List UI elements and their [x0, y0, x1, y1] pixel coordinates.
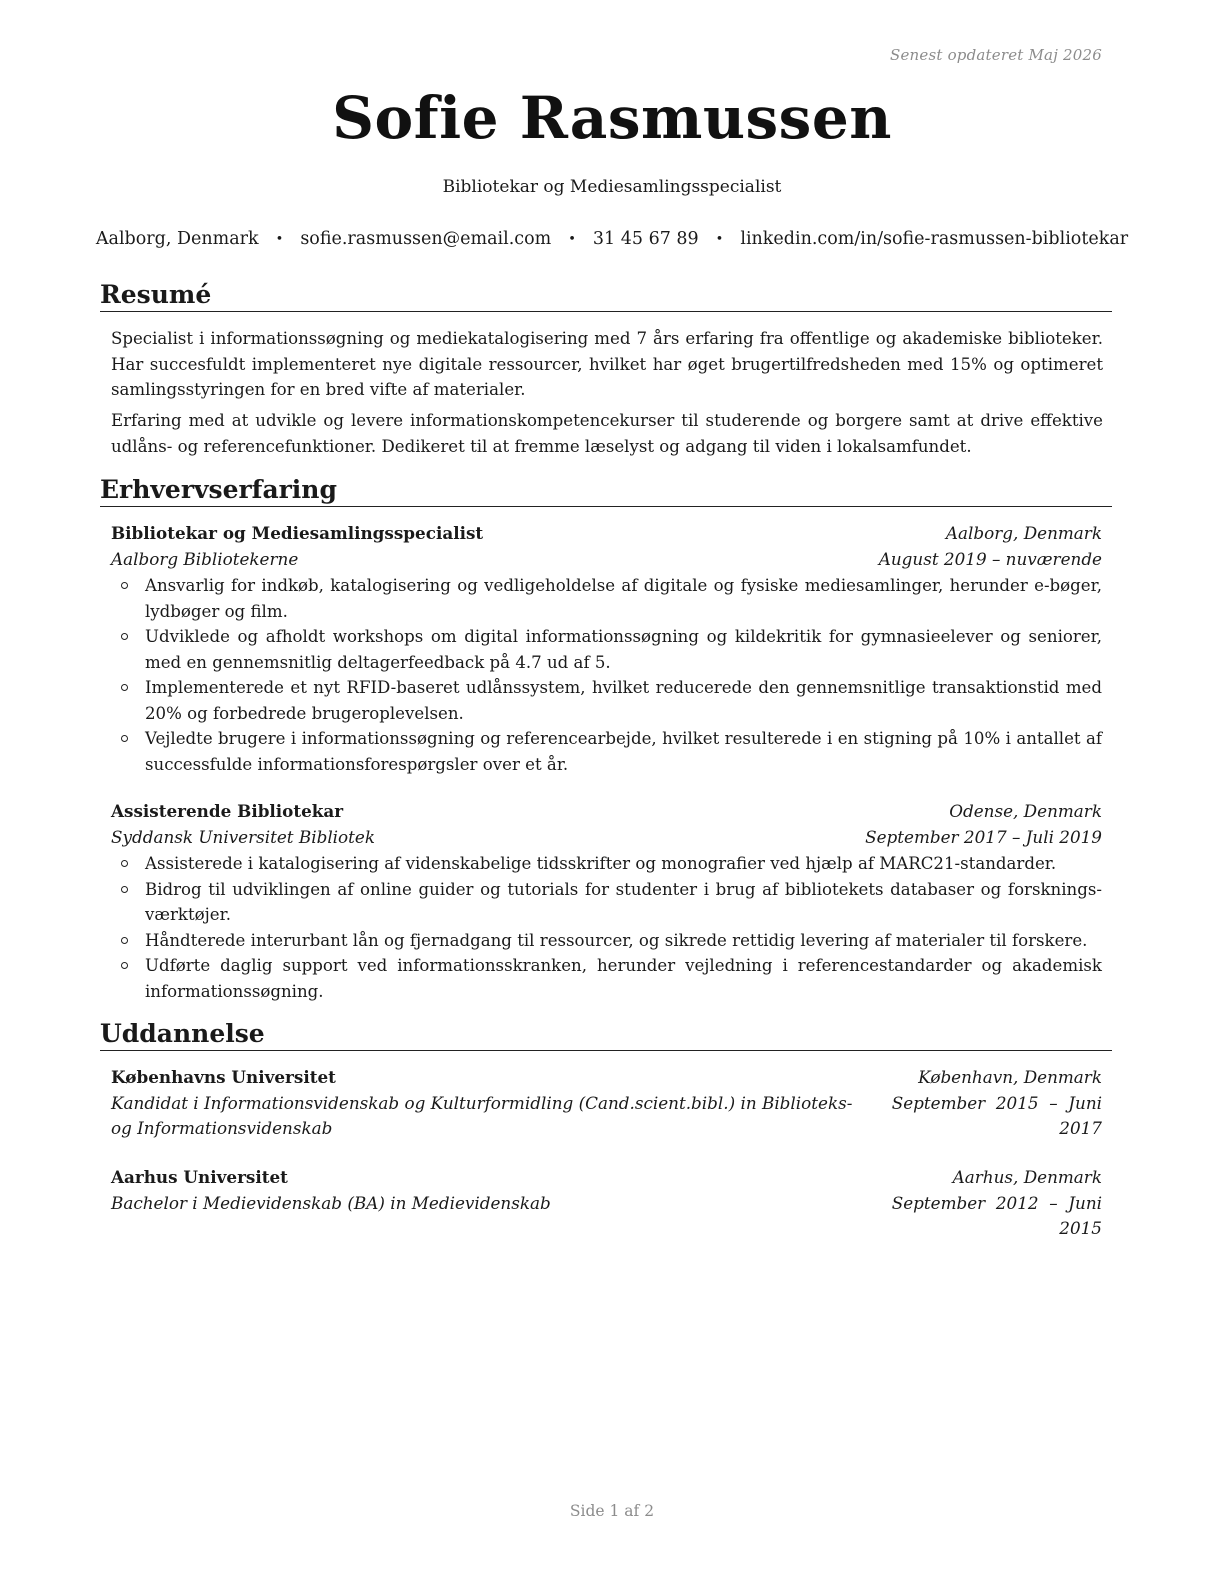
education-dates [892, 1191, 1102, 1241]
job-dates: August 2019 – nuværende [878, 549, 1102, 569]
bullet-circle-icon [121, 684, 128, 691]
school-location: København, Denmark [918, 1067, 1102, 1087]
contact-separator: • [275, 231, 284, 247]
job-subheader [111, 547, 1102, 572]
job-employer: Syddansk Universitet Bibliotek [111, 827, 375, 847]
dates-line: September 2015 – Juni [891, 1093, 1102, 1113]
page-number: Side 1 af 2 [569, 1502, 655, 1520]
list-item [111, 928, 1102, 954]
bullet-circle-icon [121, 735, 128, 742]
contact-linkedin[interactable]: linkedin.com/in/sofie-rasmussen-bibliotekar [740, 229, 1129, 249]
degree [111, 1091, 852, 1141]
contact-email[interactable]: sofie.rasmussen@email.com [300, 229, 552, 249]
degree [111, 1191, 551, 1216]
list-item [111, 675, 1102, 726]
dates-line: 2017 [1059, 1118, 1102, 1138]
dates-line: September 2012 – Juni [891, 1193, 1102, 1213]
section-heading-summary: Resumé [100, 280, 1112, 312]
bullet-text: Håndterede interurbant lån og fjernadgang til ressourcer, og sikrede rettidig levering af materialer til forskere. [145, 930, 1088, 950]
bullet-circle-icon [121, 582, 128, 589]
bullet-circle-icon [121, 937, 128, 944]
degree-line: Kandidat i Informationsvidenskab og Kulturformidling (Cand.scient.bibl.) in Biblioteks- [111, 1093, 853, 1113]
bullet-circle-icon [121, 886, 128, 893]
bullet-text: Ansvarlig for indkøb, katalogisering og vedligeholdelse af digitale og fysiske mediesamlinger, herunder e-bøger, lydbøger og film. [145, 576, 1102, 621]
list-item [111, 953, 1102, 1004]
list-item [111, 573, 1102, 624]
job-bullet-list [111, 573, 1102, 777]
bullet-text: Bidrog til udviklingen af online guider og tutorials for studenter i brug af bibliotekets databaser og forsknings-værktøjer. [145, 879, 1102, 924]
job-header [111, 521, 1102, 546]
bullet-circle-icon [121, 860, 128, 867]
bullet-circle-icon [121, 633, 128, 640]
job-subheader [111, 825, 1102, 850]
job-employer: Aalborg Bibliotekerne [111, 549, 299, 569]
education-details [111, 1091, 1102, 1143]
bullet-text: Vejledte brugere i informationssøgning og referencearbejde, hvilket resulterede i en stigning på 10% i antallet af successfulde informationsforespørgsler over et år. [145, 729, 1102, 774]
contact-separator: • [568, 231, 576, 247]
job-dates: September 2017 – Juli 2019 [865, 827, 1102, 847]
last-updated-note: Senest opdateret Maj 2026 [889, 46, 1102, 64]
job-header [111, 799, 1102, 824]
section-heading-experience: Erhvervserfaring [100, 475, 1112, 507]
job-bullet-list [111, 851, 1102, 1004]
education-dates [892, 1091, 1102, 1141]
list-item [111, 877, 1102, 928]
list-item [111, 624, 1102, 675]
bullet-text: Udførte daglig support ved informationsskranken, herunder vejledning i referencestandarder og akademisk informationssøgning. [145, 956, 1102, 1001]
contact-phone: 31 45 67 89 [592, 229, 699, 249]
job-title: Assisterende Bibliotekar [111, 801, 344, 821]
school-name: Aarhus Universitet [111, 1167, 288, 1187]
list-item [111, 726, 1102, 777]
degree-line: og Informationsvidenskab [111, 1118, 333, 1138]
section-heading-education: Uddannelse [100, 1019, 1112, 1051]
bullet-text: Implementerede et nyt RFID-baseret udlånssystem, hvilket reducerede den gennemsnitlige transaktionstid med 20% og forbedrede brugeroplevelsen. [145, 678, 1102, 723]
contact-location: Aalborg, Denmark [95, 229, 259, 249]
contact-line [0, 229, 1224, 249]
education-header [111, 1165, 1102, 1190]
degree-line: Bachelor i Medievidenskab (BA) in Medievidenskab [111, 1193, 551, 1213]
summary-paragraph: Erfaring med at udvikle og levere informationskompetencekurser til studerende og borgere samt at drive effektive udlåns- og referencefunktioner. Dedikeret til at fremme læselyst og adgang til viden i lokalsamfundet. [111, 411, 1103, 456]
bullet-text: Udviklede og afholdt workshops om digital informationssøgning og kildekritik for gymnasieelever og seniorer, med en gennemsnitlig deltagerfeedback på 4.7 ud af 5. [145, 627, 1102, 672]
school-location: Aarhus, Denmark [952, 1167, 1102, 1187]
job-location: Aalborg, Denmark [945, 523, 1102, 543]
school-name: Københavns Universitet [111, 1067, 336, 1087]
education-header [111, 1065, 1102, 1090]
bullet-circle-icon [121, 962, 128, 969]
dates-line: 2015 [1059, 1218, 1102, 1238]
job-location: Odense, Denmark [949, 801, 1102, 821]
job-title: Bibliotekar og Mediesamlingsspecialist [111, 523, 484, 543]
candidate-title: Bibliotekar og Mediesamlingsspecialist [442, 177, 782, 197]
candidate-name: Sofie Rasmussen [332, 84, 892, 152]
contact-separator: • [715, 231, 724, 247]
bullet-text: Assisterede i katalogisering af videnskabelige tidsskrifter og monografier ved hjælp af MARC21-standarder. [145, 854, 1057, 873]
list-item [111, 851, 1102, 877]
education-details [111, 1191, 1102, 1243]
summary-paragraph: Specialist i informationssøgning og mediekatalogisering med 7 års erfaring fra offentlige og akademiske biblioteker. Har succesfuldt implementeret nye digitale ressourcer, hvilket har øget brugertilfredsheden med 15% og optimeret samlingsstyringen for en bred vifte af materialer. [111, 329, 1103, 399]
